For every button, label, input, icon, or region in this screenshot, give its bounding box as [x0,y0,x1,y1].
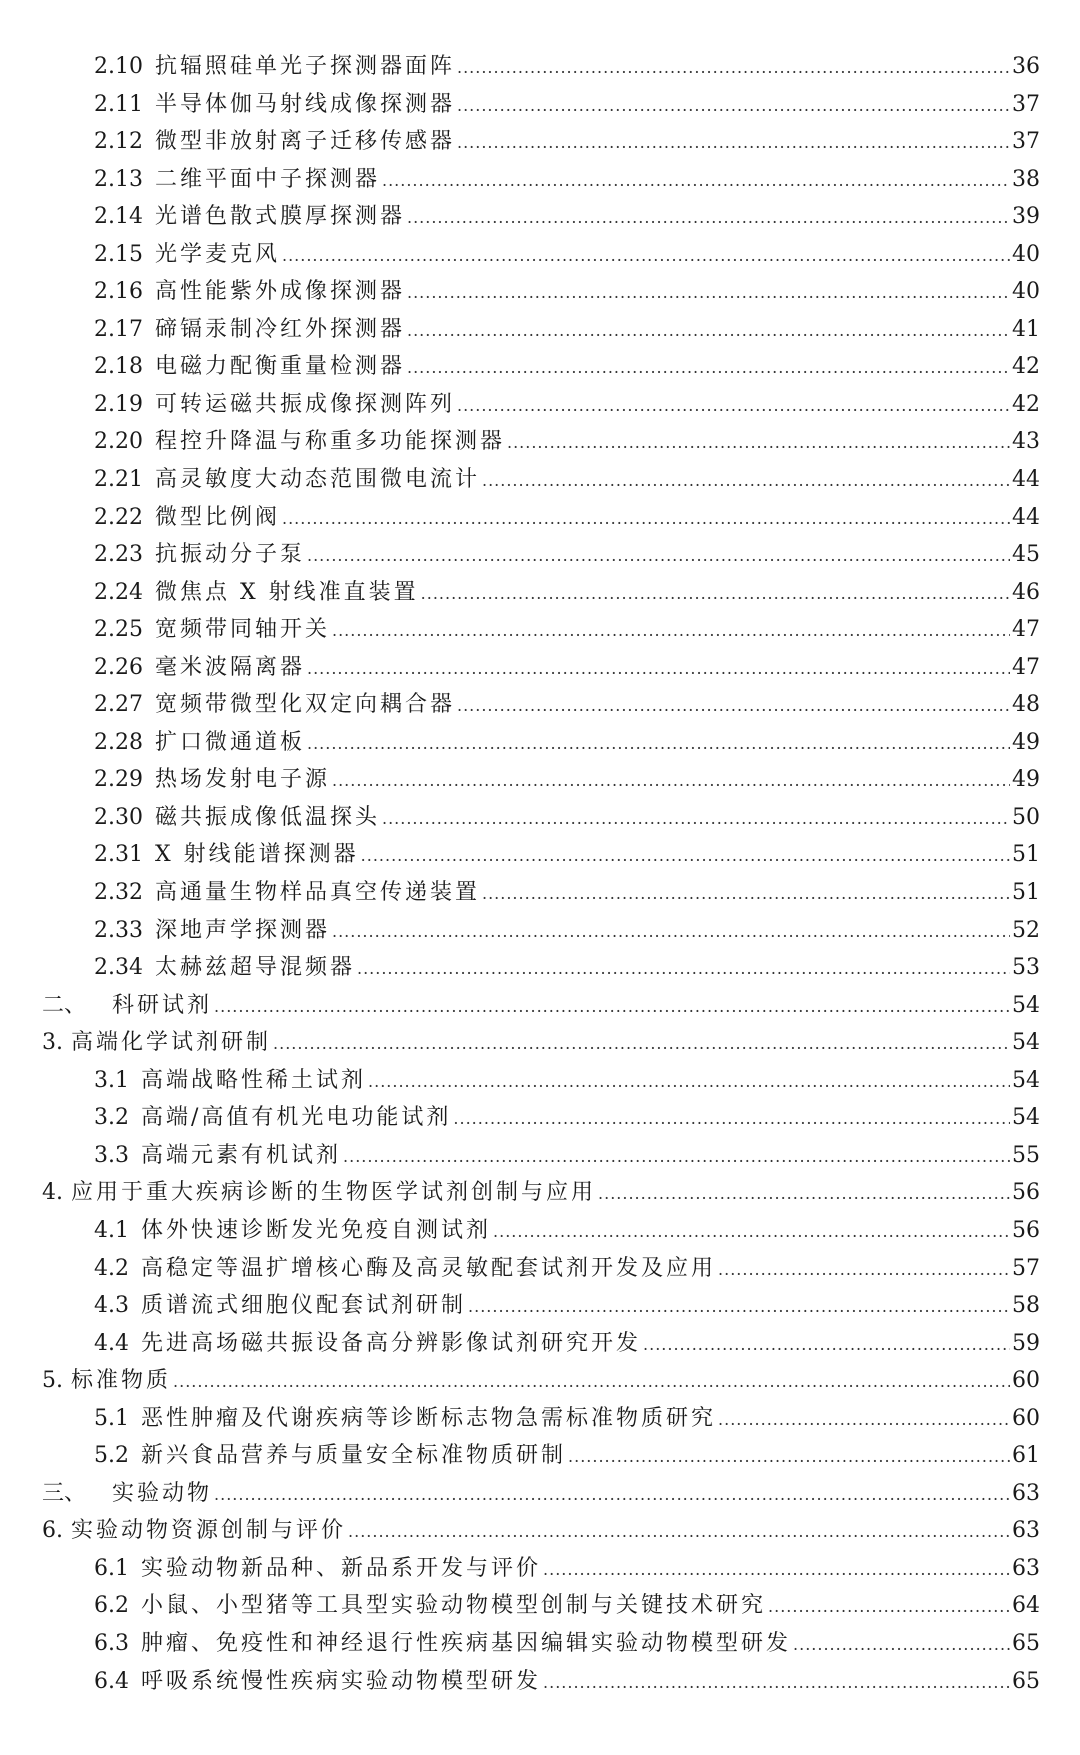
toc-entry-page-number: 56 [1012,1217,1040,1243]
toc-entry-title: 实验动物新品种、新品系开发与评价 [141,1555,542,1581]
toc-entry-title: 宽频带同轴开关 [154,617,330,643]
toc-entry-title: 扩口微通道板 [154,729,305,755]
toc-entry[interactable] [0,423,1080,461]
toc-dot-leader [307,650,1010,688]
toc-entry-number: 4.1 [94,1217,129,1243]
toc-entry[interactable] [0,273,1080,311]
toc-entry[interactable] [0,1400,1080,1438]
toc-entry[interactable] [0,48,1080,86]
toc-entry-number: 2.26 [94,654,143,680]
toc-entry-page-number: 63 [1012,1555,1040,1581]
toc-entry-page-number: 37 [1012,129,1040,155]
toc-entry[interactable] [0,1062,1080,1100]
toc-entry-number: 2.10 [94,54,143,79]
toc-dot-leader [368,1063,1010,1101]
toc-dot-leader [407,349,1010,387]
toc-entry[interactable] [0,1099,1080,1137]
toc-entry-page-number: 44 [1012,504,1040,530]
toc-entry-number: 三、 [42,1480,87,1506]
toc-dot-leader [382,162,1010,200]
toc-entry-page-number: 63 [1012,1480,1040,1506]
toc-entry[interactable] [0,1362,1080,1400]
toc-entry-number: 2.17 [94,316,143,342]
toc-entry[interactable] [0,499,1080,537]
toc-entry-title: 抗振动分子泵 [154,542,305,568]
toc-entry[interactable] [0,649,1080,687]
toc-entry-number: 2.33 [94,917,143,943]
toc-entry-page-number: 54 [1012,1067,1040,1093]
toc-dot-leader [457,387,1010,425]
toc-entry-page-number: 60 [1012,1368,1040,1394]
toc-dot-leader [273,1025,1010,1063]
toc-entry-page-number: 40 [1012,279,1040,305]
toc-entry-number: 5. [42,1368,63,1394]
toc-entry[interactable] [0,987,1080,1025]
toc-entry-title: 宽频带微型化双定向耦合器 [154,692,455,718]
toc-entry-title: 高端/高值有机光电功能试剂 [141,1105,452,1131]
toc-entry-title: 质谱流式细胞仪配套试剂研制 [141,1293,467,1319]
toc-entry-number: 2.24 [94,579,143,605]
toc-entry-title: 深地声学探测器 [154,917,330,943]
toc-dot-leader [407,274,1010,312]
toc-entry-number: 2.29 [94,767,143,793]
toc-entry-page-number: 55 [1012,1142,1040,1168]
toc-entry[interactable] [0,236,1080,274]
toc-entry-page-number: 41 [1012,316,1040,342]
toc-entry-page-number: 49 [1012,767,1040,793]
toc-entry[interactable] [0,386,1080,424]
toc-entry[interactable] [0,123,1080,161]
toc-entry-title: 实验动物资源创制与评价 [71,1518,347,1544]
toc-dot-leader [307,725,1010,763]
toc-entry-page-number: 52 [1012,917,1040,943]
toc-entry[interactable] [0,1512,1080,1550]
toc-dot-leader [468,1288,1010,1326]
toc-entry-page-number: 38 [1012,166,1040,192]
toc-dot-leader [361,837,1010,875]
toc-entry-page-number: 61 [1012,1443,1040,1469]
toc-entry-page-number: 64 [1012,1593,1040,1619]
toc-entry-number: 6.4 [94,1668,129,1694]
toc-dot-leader [457,49,1010,87]
toc-entry-page-number: 57 [1012,1255,1040,1281]
toc-entry-title: 肿瘤、免疫性和神经退行性疾病基因编辑实验动物模型研发 [141,1630,792,1656]
toc-entry-page-number: 51 [1012,880,1040,906]
toc-entry-title: 高性能紫外成像探测器 [154,279,405,305]
toc-dot-leader [457,687,1010,725]
toc-dot-leader [407,199,1010,237]
toc-entry-number: 6.1 [94,1555,129,1581]
toc-dot-leader [421,575,1010,613]
toc-dot-leader [507,424,1010,462]
toc-entry-number: 3.1 [94,1067,129,1093]
toc-entry-title: 应用于重大疾病诊断的生物医学试剂创制与应用 [71,1180,597,1206]
toc-entry-number: 2.30 [94,804,143,830]
toc-entry-number: 6.2 [94,1593,129,1619]
toc-dot-leader [332,612,1010,650]
toc-entry-page-number: 51 [1012,842,1040,868]
toc-entry-number: 2.14 [94,204,143,230]
toc-entry-number: 4.2 [94,1255,129,1281]
toc-entry[interactable] [0,1325,1080,1363]
toc-entry[interactable] [0,1212,1080,1250]
toc-entry-title: 小鼠、小型猪等工具型实验动物模型创制与关键技术研究 [141,1593,767,1619]
toc-entry-page-number: 49 [1012,729,1040,755]
toc-entry-page-number: 42 [1012,391,1040,417]
table-of-contents [0,48,1080,1700]
toc-entry-title: 半导体伽马射线成像探测器 [154,91,455,117]
toc-entry[interactable] [0,1587,1080,1625]
toc-entry-number: 2.16 [94,279,143,305]
toc-entry-number: 2.34 [94,955,143,981]
toc-entry-number: 2.28 [94,729,143,755]
toc-entry-page-number: 36 [1012,54,1040,79]
toc-dot-leader [768,1588,1010,1626]
toc-entry-title: 高端元素有机试剂 [141,1142,342,1168]
toc-entry[interactable] [0,536,1080,574]
toc-dot-leader [343,1138,1010,1176]
toc-entry-page-number: 56 [1012,1180,1040,1206]
toc-entry-number: 4.3 [94,1293,129,1319]
toc-entry-number: 5.2 [94,1443,129,1469]
toc-entry-page-number: 40 [1012,241,1040,267]
toc-entry-number: 2.13 [94,166,143,192]
toc-entry-page-number: 53 [1012,955,1040,981]
toc-entry[interactable] [0,949,1080,987]
toc-entry-title: 太赫兹超导混频器 [154,955,355,981]
toc-entry[interactable] [0,311,1080,349]
toc-entry-number: 3.3 [94,1142,129,1168]
toc-entry-title: 新兴食品营养与质量安全标准物质研制 [141,1443,567,1469]
toc-entry[interactable] [0,574,1080,612]
toc-dot-leader [382,800,1010,838]
toc-dot-leader [214,988,1010,1026]
toc-entry-title: 二维平面中子探测器 [154,166,380,192]
toc-dot-leader [332,913,1010,951]
toc-dot-leader [643,1326,1010,1364]
toc-entry-number: 4. [42,1180,63,1206]
toc-dot-leader [332,762,1010,800]
toc-entry-page-number: 58 [1012,1293,1040,1319]
toc-dot-leader [214,1476,1010,1514]
toc-entry-title: 微型比例阀 [154,504,280,530]
toc-entry-number: 2.23 [94,542,143,568]
toc-entry[interactable] [0,1663,1080,1701]
toc-entry-title: 标准物质 [71,1368,172,1394]
toc-entry[interactable] [0,1250,1080,1288]
toc-entry[interactable] [0,1024,1080,1062]
toc-entry[interactable] [0,86,1080,124]
toc-entry[interactable] [0,1137,1080,1175]
toc-entry-number: 二、 [42,992,87,1018]
toc-dot-leader [357,950,1010,988]
toc-dot-leader [598,1175,1010,1213]
toc-entry-title: X 射线能谱探测器 [154,842,359,868]
toc-entry[interactable] [0,912,1080,950]
toc-entry[interactable] [0,799,1080,837]
toc-entry-number: 2.31 [94,842,143,868]
toc-entry-title: 热场发射电子源 [154,767,330,793]
toc-dot-leader [457,87,1010,125]
toc-dot-leader [348,1513,1010,1551]
toc-dot-leader [568,1438,1010,1476]
toc-dot-leader [543,1664,1010,1702]
toc-entry-number: 2.20 [94,429,143,455]
toc-entry-number: 4.4 [94,1330,129,1356]
toc-entry-number: 2.27 [94,692,143,718]
toc-entry-page-number: 59 [1012,1330,1040,1356]
toc-entry-title: 光学麦克风 [154,241,280,267]
toc-entry-title: 科研试剂 [112,992,213,1018]
toc-entry[interactable] [0,724,1080,762]
toc-entry-number: 3. [42,1030,63,1056]
toc-entry-title: 微焦点 X 射线准直装置 [154,579,419,605]
toc-entry-page-number: 46 [1012,579,1040,605]
toc-entry-title: 毫米波隔离器 [154,654,305,680]
toc-entry-title: 碲镉汞制冷红外探测器 [154,316,405,342]
toc-entry-number: 2.19 [94,391,143,417]
toc-entry[interactable] [0,198,1080,236]
toc-entry-page-number: 39 [1012,204,1040,230]
toc-entry-title: 高灵敏度大动态范围微电流计 [154,467,480,493]
toc-entry[interactable] [0,348,1080,386]
toc-entry-title: 程控升降温与称重多功能探测器 [154,429,505,455]
toc-dot-leader [453,1100,1010,1138]
toc-entry[interactable] [0,161,1080,199]
toc-dot-leader [482,462,1010,500]
toc-entry[interactable] [0,686,1080,724]
toc-entry-number: 2.25 [94,617,143,643]
toc-entry-page-number: 50 [1012,804,1040,830]
toc-entry-number: 2.32 [94,880,143,906]
toc-entry-number: 2.21 [94,467,143,493]
toc-dot-leader [173,1363,1010,1401]
toc-entry-title: 微型非放射离子迁移传感器 [154,129,455,155]
toc-entry-page-number: 63 [1012,1518,1040,1544]
toc-entry-title: 高稳定等温扩增核心酶及高灵敏配套试剂开发及应用 [141,1255,717,1281]
toc-entry-page-number: 54 [1012,992,1040,1018]
toc-entry-title: 高通量生物样品真空传递装置 [154,880,480,906]
toc-entry[interactable] [0,611,1080,649]
toc-entry-number: 3.2 [94,1105,129,1131]
toc-entry-page-number: 45 [1012,542,1040,568]
toc-entry-page-number: 54 [1012,1030,1040,1056]
toc-entry-page-number: 60 [1012,1405,1040,1431]
toc-entry-number: 6. [42,1518,63,1544]
toc-dot-leader [493,1213,1010,1251]
toc-entry-number: 2.12 [94,129,143,155]
toc-dot-leader [482,875,1010,913]
toc-entry[interactable] [0,1625,1080,1663]
toc-entry-title: 抗辐照硅单光子探测器面阵 [154,54,455,79]
toc-entry-page-number: 42 [1012,354,1040,380]
toc-entry-title: 高端战略性稀土试剂 [141,1067,367,1093]
toc-entry-number: 6.3 [94,1630,129,1656]
toc-entry[interactable] [0,1437,1080,1475]
toc-entry-title: 光谱色散式膜厚探测器 [154,204,405,230]
toc-entry-title: 磁共振成像低温探头 [154,804,380,830]
toc-dot-leader [282,237,1010,275]
toc-entry[interactable] [0,461,1080,499]
toc-entry-title: 恶性肿瘤及代谢疾病等诊断标志物急需标准物质研究 [141,1405,717,1431]
toc-entry-number: 2.18 [94,354,143,380]
toc-entry-title: 高端化学试剂研制 [71,1030,272,1056]
toc-dot-leader [793,1626,1010,1664]
toc-entry-title: 呼吸系统慢性疾病实验动物模型研发 [141,1668,542,1694]
toc-entry-number: 2.15 [94,241,143,267]
toc-dot-leader [718,1251,1010,1289]
toc-entry[interactable] [0,874,1080,912]
toc-dot-leader [457,124,1010,162]
toc-entry-page-number: 44 [1012,467,1040,493]
toc-entry[interactable] [0,836,1080,874]
toc-entry-page-number: 47 [1012,617,1040,643]
toc-entry-title: 体外快速诊断发光免疫自测试剂 [141,1217,492,1243]
toc-entry-number: 5.1 [94,1405,129,1431]
toc-entry-page-number: 65 [1012,1668,1040,1694]
toc-dot-leader [307,537,1010,575]
toc-entry-page-number: 48 [1012,692,1040,718]
toc-entry[interactable] [0,1174,1080,1212]
toc-dot-leader [718,1401,1010,1439]
toc-dot-leader [407,312,1010,350]
toc-entry[interactable] [0,1287,1080,1325]
toc-entry-page-number: 47 [1012,654,1040,680]
toc-entry[interactable] [0,1550,1080,1588]
toc-entry-page-number: 37 [1012,91,1040,117]
toc-entry-number: 2.11 [94,91,143,117]
toc-entry-title: 先进高场磁共振设备高分辨影像试剂研究开发 [141,1330,642,1356]
toc-dot-leader [543,1551,1010,1589]
toc-entry-page-number: 54 [1012,1105,1040,1131]
toc-entry-title: 电磁力配衡重量检测器 [154,354,405,380]
toc-entry-title: 实验动物 [112,1480,213,1506]
toc-dot-leader [282,500,1010,538]
toc-entry-page-number: 43 [1012,429,1040,455]
toc-entry-number: 2.22 [94,504,143,530]
toc-entry-title: 可转运磁共振成像探测阵列 [154,391,455,417]
toc-entry[interactable] [0,761,1080,799]
toc-entry[interactable] [0,1475,1080,1513]
toc-entry-page-number: 65 [1012,1630,1040,1656]
